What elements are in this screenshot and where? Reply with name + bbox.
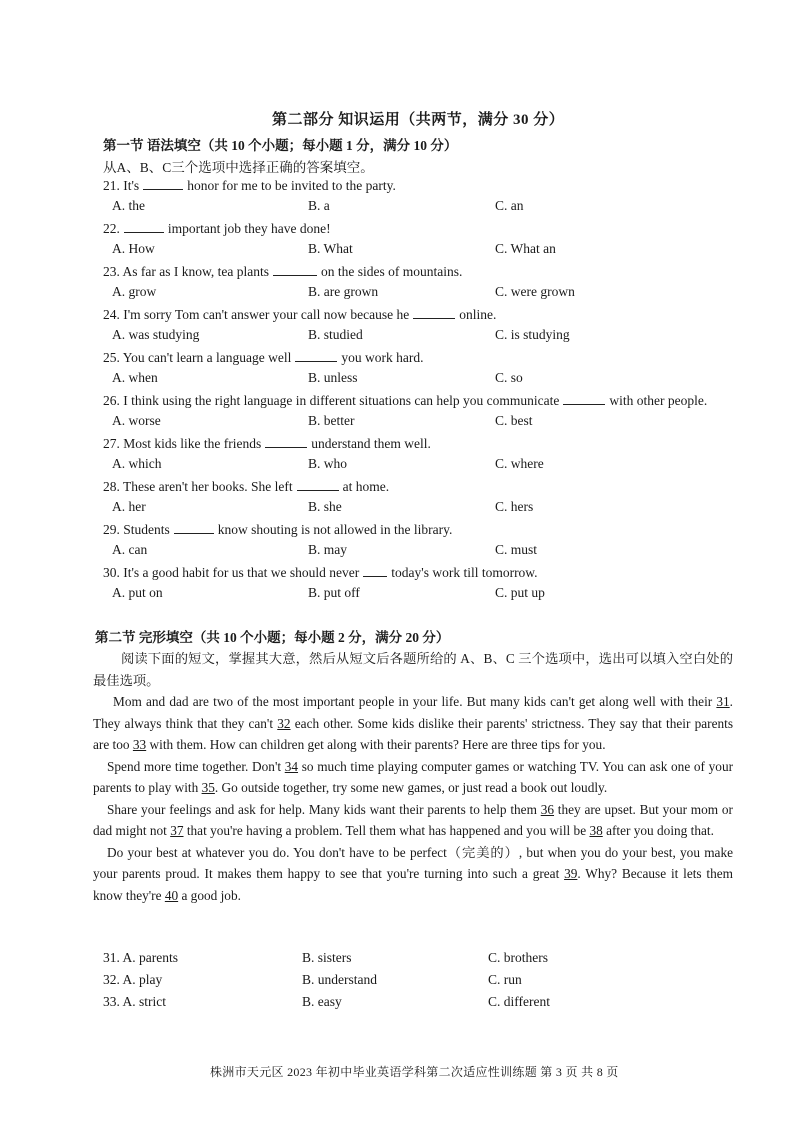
blank-34: 34: [284, 758, 299, 774]
cloze-option-a: 31. A. parents: [103, 950, 178, 965]
question-stem-rest: understand them well.: [311, 436, 431, 451]
option-b: B. a: [308, 198, 330, 213]
option-c: C. so: [495, 370, 523, 385]
option-b: B. better: [308, 413, 355, 428]
option-a: A. was studying: [112, 327, 200, 342]
option-c: C. where: [495, 456, 544, 471]
answer-blank: [143, 177, 183, 190]
question-stem-rest: important job they have done!: [167, 221, 331, 236]
question-stem: 24. I'm sorry Tom can't answer your call now because he: [103, 307, 410, 322]
question-stem: 30. It's a good habit for us that we should never: [103, 565, 360, 580]
answer-blank: [174, 521, 214, 534]
cloze-option-b: B. easy: [302, 994, 342, 1009]
part-title: 第二部分 知识运用（共两节，满分 30 分）: [272, 112, 565, 128]
option-a: A. put on: [112, 585, 163, 600]
option-a: A. How: [112, 241, 155, 256]
question-stem: 28. These aren't her books. She left: [103, 479, 293, 494]
blank-32: 32: [277, 715, 291, 731]
option-b: B. she: [308, 499, 342, 514]
option-c: C. put up: [495, 585, 545, 600]
option-c: C. must: [495, 542, 538, 557]
question-stem-rest: you work hard.: [341, 350, 424, 365]
passage-paragraph-1: Mom and dad are two of the most important people in your life. But many kids can't get along well with their 31. They always think that they can't 32 each other. Some kids dislike their parents' strictness. They say that their parents are too 33 with them. How can children get along with their parents? Here are three tips for you.: [93, 694, 733, 752]
option-c: C. is studying: [495, 327, 570, 342]
question-26: [103, 392, 707, 409]
option-a: A. can: [112, 542, 148, 557]
cloze-option-a: 33. A. strict: [103, 994, 166, 1009]
question-stem-rest: with other people.: [609, 393, 708, 408]
answer-blank: [413, 306, 455, 319]
answer-blank: [297, 478, 339, 491]
option-b: B. unless: [308, 370, 358, 385]
blank-35: 35: [201, 780, 215, 795]
question-28: [103, 478, 389, 495]
blank-38: 38: [589, 823, 603, 838]
option-c: C. What an: [495, 241, 556, 256]
option-b: B. studied: [308, 327, 363, 342]
option-b: B. put off: [308, 585, 360, 600]
answer-blank: [265, 435, 307, 448]
cloze-option-b: B. sisters: [302, 950, 352, 965]
question-27: [103, 435, 431, 452]
question-21: [103, 177, 396, 194]
blank-36: 36: [540, 801, 555, 817]
cloze-option-c: C. different: [488, 994, 550, 1009]
question-24: [103, 306, 496, 323]
answer-blank: [124, 220, 164, 233]
cloze-option-c: C. run: [488, 972, 522, 987]
blank-39: 39: [564, 866, 578, 881]
blank-37: 37: [170, 823, 184, 838]
passage-paragraph-3: Share your feelings and ask for help. Many kids want their parents to help them 36 they are upset. But your mom or dad might not 37 that you're having a problem. Tell them what has happened and you will be 38 after you doing that.: [93, 801, 733, 838]
question-stem: 23. As far as I know, tea plants: [103, 264, 269, 279]
option-b: B. who: [308, 456, 348, 471]
option-a: A. her: [112, 499, 146, 514]
question-stem-rest: online.: [459, 307, 497, 322]
answer-blank: [273, 263, 317, 276]
question-stem-rest: on the sides of mountains.: [320, 264, 463, 279]
section1-instruction: 从A、B、C三个选项中选择正确的答案填空。: [103, 160, 374, 175]
option-b: B. are grown: [308, 284, 379, 299]
option-b: B. What: [308, 241, 353, 256]
question-stem-rest: honor for me to be invited to the party.: [187, 178, 396, 193]
passage-paragraph-2: Spend more time together. Don't 34 so much time playing computer games or watching TV. You can ask one of your parents to play with 35. Go outside together, try some new games, or just read a book out loudly.: [93, 758, 734, 795]
question-stem-rest: today's work till tomorrow.: [391, 565, 538, 580]
option-c: C. an: [495, 198, 524, 213]
question-25: [103, 349, 424, 366]
question-stem: 21. It's: [103, 178, 140, 193]
cloze-passage: [93, 691, 733, 906]
option-c: C. best: [495, 413, 533, 428]
option-a: A. when: [112, 370, 158, 385]
question-stem-rest: know shouting is not allowed in the library.: [217, 522, 453, 537]
cloze-option-c: C. brothers: [488, 950, 548, 965]
section2-instruction: 阅读下面的短文，掌握其大意，然后从短文后各题所给的 A、B、C 三个选项中，选出可以填入空白处的最佳选项。: [93, 651, 733, 688]
passage-paragraph-4: Do your best at whatever you do. You don't have to be perfect（完美的）, but when you do your best, you make your parents proud. It makes them happy to see that you're turning into such a great 39. Why? Because it lets them know they're 40 a good job.: [93, 844, 733, 903]
question-22: [103, 220, 331, 237]
question-stem-rest: at home.: [342, 479, 390, 494]
question-stem: 27. Most kids like the friends: [103, 436, 262, 451]
section1-title: 第一节 语法填空（共 10 个小题；每小题 1 分，满分 10 分）: [103, 138, 458, 153]
blank-31: 31: [716, 694, 730, 709]
question-stem: 26. I think using the right language in different situations can help you communicate: [103, 393, 560, 408]
question-30: [103, 564, 538, 581]
option-a: A. grow: [112, 284, 157, 299]
answer-blank: [295, 349, 337, 362]
cloze-option-b: B. understand: [302, 972, 377, 987]
page-footer: 株洲市天元区 2023 年初中毕业英语学科第二次适应性训练题 第 3 页 共 8 页: [210, 1065, 619, 1079]
question-stem: 22.: [103, 221, 120, 236]
option-c: C. hers: [495, 499, 534, 514]
option-a: A. which: [112, 456, 162, 471]
blank-40: 40: [164, 887, 179, 903]
question-stem: 29. Students: [103, 522, 170, 537]
section2-title: 第二节 完形填空（共 10 个小题；每小题 2 分，满分 20 分）: [95, 630, 450, 645]
option-b: B. may: [308, 542, 347, 557]
blank-33: 33: [132, 737, 147, 752]
answer-blank: [363, 564, 387, 577]
option-a: A. worse: [112, 413, 161, 428]
cloze-option-a: 32. A. play: [103, 972, 163, 987]
question-23: [103, 263, 462, 280]
option-a: A. the: [112, 198, 145, 213]
answer-blank: [563, 392, 605, 405]
question-stem: 25. You can't learn a language well: [103, 350, 292, 365]
option-c: C. were grown: [495, 284, 575, 299]
question-29: [103, 521, 452, 538]
